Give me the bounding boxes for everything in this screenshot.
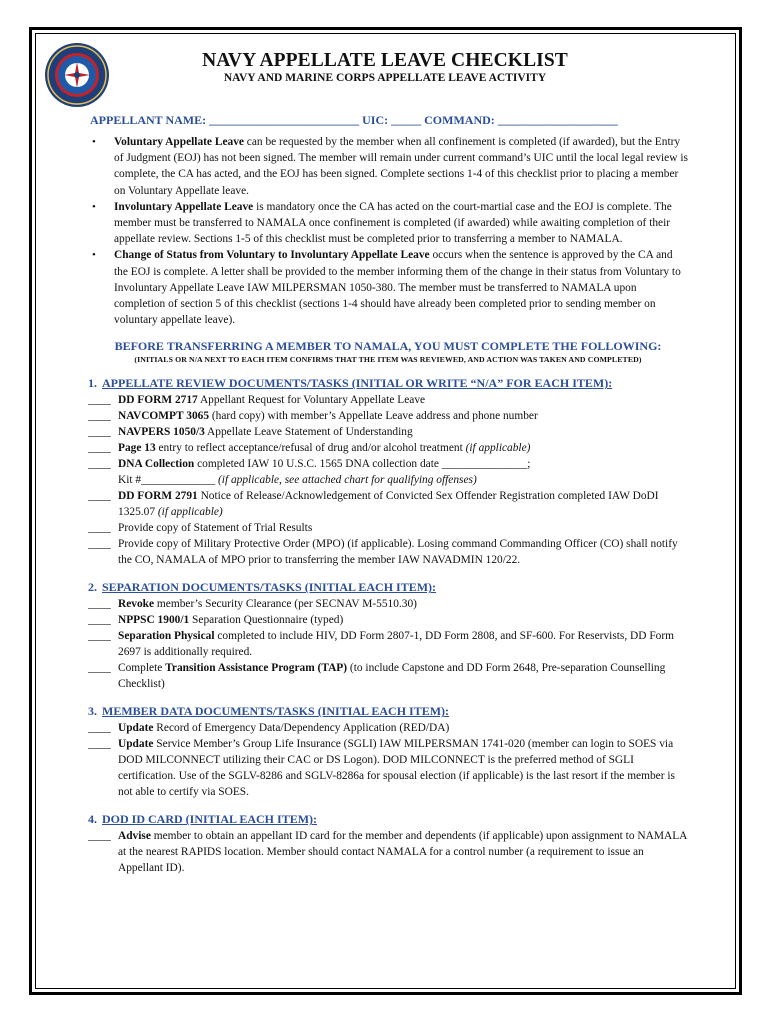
section-2-heading: 2. SEPARATION DOCUMENTS/TASKS (INITIAL EACH ITEM): bbox=[88, 580, 437, 595]
section-1-heading: 1. APPELLATE REVIEW DOCUMENTS/TASKS (INITIAL OR WRITE “N/A” FOR EACH ITEM): bbox=[88, 376, 613, 391]
initial-blank[interactable]: ____ bbox=[88, 394, 111, 407]
initial-blank[interactable]: ____ bbox=[88, 458, 111, 471]
appellant-name-label: APPELLANT NAME: bbox=[90, 113, 207, 127]
checklist-item: ____ DNA Collection completed IAW 10 U.S.C. 1565 DNA collection date _______________; Kit #_____________ (if applicable, see attached chart for qualifying offenses) bbox=[88, 458, 531, 487]
uic-field[interactable]: _____ bbox=[391, 113, 422, 127]
list-item-involuntary: • Involuntary Appellate Leave is mandatory once the CA has acted on the court-martial case and the EOJ is complete. The member must be transferred to NAMALA once confinement is completed (if awarded) while awaiting completion of their appellate review. Sections 1-5 of this checklist must be completed prior to transferring a member to NAMALA. bbox=[92, 200, 672, 246]
initial-blank[interactable]: ____ bbox=[88, 614, 111, 627]
checklist-item: ____ NAVCOMPT 3065 (hard copy) with member’s Appellate Leave address and phone number bbox=[88, 410, 538, 423]
list-item-voluntary: • Voluntary Appellate Leave can be requested by the member when all confinement is completed (if awarded), but the Entry of Judgment (EOJ) has not been signed. The member will remain under current command’s UIC until the local legal review is complete, the CA has acted, and the EOJ has been signed. Complete sections 1-4 of this checklist prior to placing a member on Voluntary Appellate leave. bbox=[92, 136, 688, 197]
section-3-heading: 3. MEMBER DATA DOCUMENTS/TASKS (INITIAL EACH ITEM): bbox=[88, 704, 450, 719]
initial-blank[interactable]: ____ bbox=[88, 538, 111, 551]
checklist-item: ____ Advise member to obtain an appellant ID card for the member and dependents (if applicable) upon assignment to NAMALA at the nearest RAPIDS location. Member should contact NAMALA for a control number (a requirement to issue an Appellant ID). bbox=[88, 830, 687, 875]
uic-label: UIC: bbox=[362, 113, 389, 127]
checklist-item: ____ Revoke member’s Security Clearance (per SECNAV M-5510.30) bbox=[88, 598, 417, 611]
initial-blank[interactable]: ____ bbox=[88, 722, 111, 735]
section-4-heading: 4. DOD ID CARD (INITIAL EACH ITEM): bbox=[88, 812, 318, 827]
initial-blank[interactable]: ____ bbox=[88, 598, 111, 611]
checklist-item: ____ Update Service Member’s Group Life Insurance (SGLI) IAW MILPERSMAN 1741-020 (member can login to SOES via DOD MILCONNECT utilizing their CAC or DS Logon). DOD MILCONNECT is the preferred method of SGLI certification. Use of the SGLV-8286 and SGLV-8286a for spousal election (if applicable) is the last resort if the member is not able to certify via SOES. bbox=[88, 738, 675, 799]
appellant-name-field[interactable]: _________________________ bbox=[209, 113, 360, 127]
checklist-item: ____ Page 13 entry to reflect acceptance/refusal of drug and/or alcohol treatment (if applicable) bbox=[88, 442, 531, 455]
initial-blank[interactable]: ____ bbox=[88, 830, 111, 843]
command-label: COMMAND: bbox=[424, 113, 495, 127]
list-item-change-status: • Change of Status from Voluntary to Involuntary Appellate Leave occurs when the sentence is approved by the CA and the EOJ is complete. A letter shall be provided to the member informing them of the change in their status from Voluntary to Involuntary Appellate Leave IAW MILPERSMAN 1050-380. The member must be transferred to NAMALA upon completion of section 5 of this checklist (sections 1-4 should have already been completed prior to sending member on voluntary appellate leave). bbox=[92, 249, 681, 327]
initial-blank[interactable]: ____ bbox=[88, 426, 111, 439]
checklist-item: ____ Separation Physical completed to include HIV, DD Form 2807-1, DD Form 2808, and SF-600. For Reservists, DD Form 2697 is additionally required. bbox=[88, 630, 675, 659]
initial-blank[interactable]: ____ bbox=[88, 442, 111, 455]
command-field[interactable]: ____________________ bbox=[497, 113, 618, 127]
checklist-body bbox=[88, 113, 688, 876]
checklist-item: ____ Update Record of Emergency Data/Dependency Application (RED/DA) bbox=[88, 722, 450, 735]
appellant-info-line bbox=[90, 113, 688, 128]
checklist-item: ____ DD FORM 2717 Appellant Request for Voluntary Appellate Leave bbox=[88, 394, 426, 407]
document-subtitle: NAVY AND MARINE CORPS APPELLATE LEAVE ACTIVITY bbox=[223, 72, 547, 84]
initial-blank[interactable]: ____ bbox=[88, 662, 111, 675]
before-transfer-heading: BEFORE TRANSFERRING A MEMBER TO NAMALA, YOU MUST COMPLETE THE FOLLOWING: bbox=[114, 339, 662, 354]
document-title: NAVY APPELLATE LEAVE CHECKLIST bbox=[202, 50, 568, 71]
initial-blank[interactable]: ____ bbox=[88, 522, 111, 535]
checklist-item: ____ NPPSC 1900/1 Separation Questionnaire (typed) bbox=[88, 614, 344, 627]
initial-blank[interactable]: ____ bbox=[88, 490, 111, 503]
checklist-item: ____ Provide copy of Statement of Trial Results bbox=[88, 522, 313, 535]
initial-blank[interactable]: ____ bbox=[88, 738, 111, 751]
checklist-item: ____ NAVPERS 1050/3 Appellate Leave Statement of Understanding bbox=[88, 426, 413, 439]
initial-blank[interactable]: ____ bbox=[88, 410, 111, 423]
checklist-item: ____ Provide copy of Military Protective Order (MPO) (if applicable). Losing command Commanding Officer (CO) shall notify the CO, NAMALA of MPO prior to transferring the member IAW NAVADMIN 120/22. bbox=[88, 538, 678, 567]
leave-types-list bbox=[88, 134, 688, 328]
checklist-item: ____ Complete Transition Assistance Program (TAP) (to include Capstone and DD Form 2648, Pre-separation Counselling Checklist) bbox=[88, 662, 666, 691]
initial-blank[interactable]: ____ bbox=[88, 630, 111, 643]
checklist-item: ____ DD FORM 2791 Notice of Release/Acknowledgement of Convicted Sex Offender Registration completed IAW DoDI 1325.07 (if applicable) bbox=[88, 490, 659, 519]
before-transfer-note: (INITIALS OR N/A NEXT TO EACH ITEM CONFIRMS THAT THE ITEM WAS REVIEWED, AND ACTION WAS TAKEN AND COMPLETED) bbox=[134, 355, 642, 365]
